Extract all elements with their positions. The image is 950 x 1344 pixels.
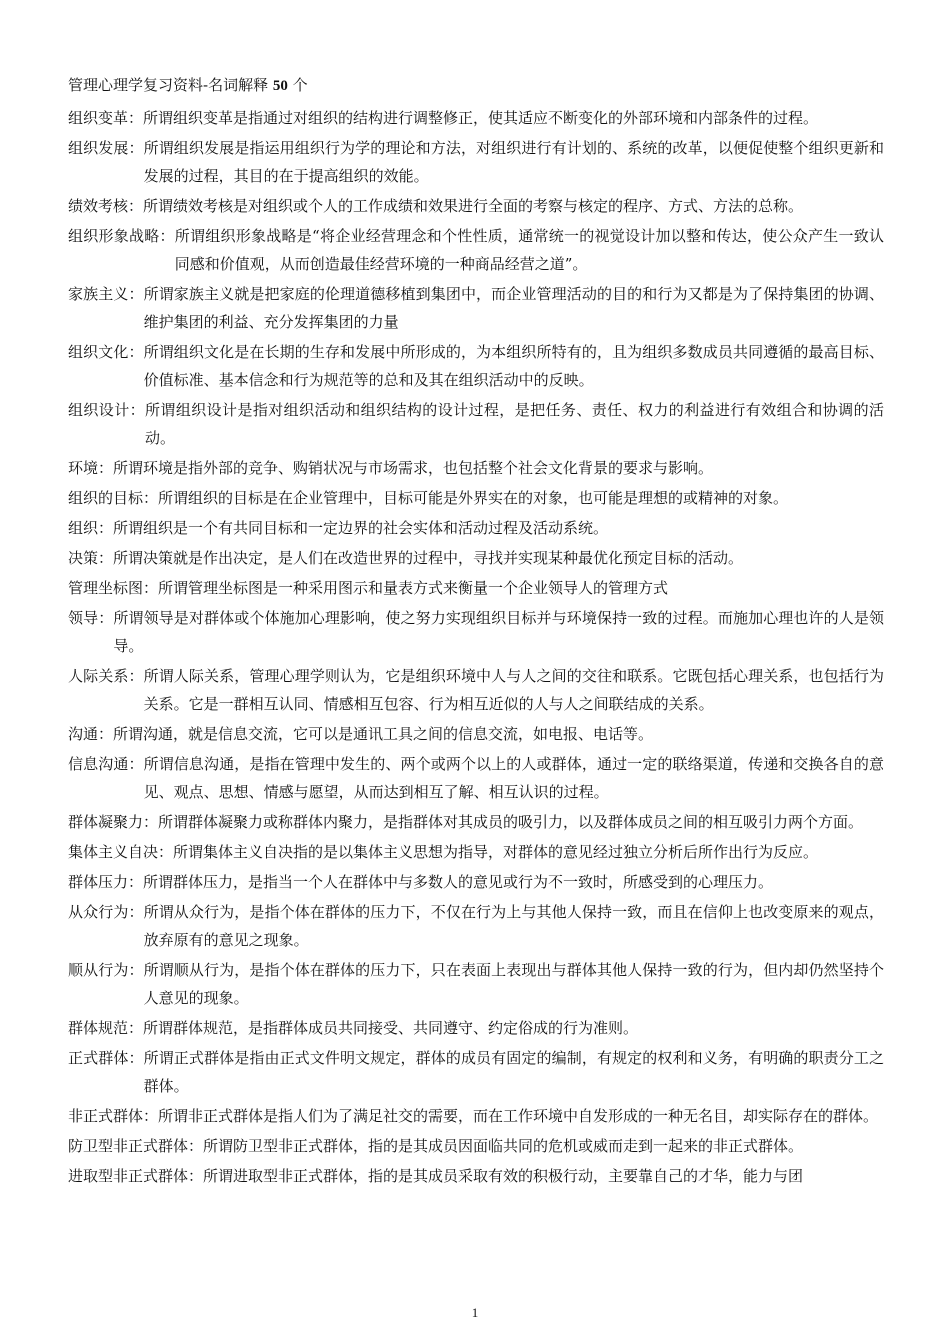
glossary-entry <box>68 104 884 132</box>
glossary-term: 进取型非正式群体： <box>68 1167 204 1185</box>
glossary-term: 人际关系： <box>68 667 144 685</box>
glossary-definition: 所谓领导是对群体或个体施加心理影响，使之努力实现组织目标并与环境保持一致的过程。而施加心理也许的人是领导。 <box>113 609 884 655</box>
glossary-entry <box>68 868 884 896</box>
glossary-term: 家族主义： <box>68 285 144 303</box>
glossary-term: 顺从行为： <box>68 961 144 979</box>
glossary-definition: 所谓绩效考核是对组织或个人的工作成绩和效果进行全面的考察与核定的程序、方式、方法的总称。 <box>143 197 804 215</box>
glossary-entry <box>68 720 884 748</box>
glossary-definition: 所谓正式群体是指由正式文件明文规定，群体的成员有固定的编制，有规定的权利和义务，有明确的职责分工之群体。 <box>143 1049 884 1095</box>
glossary-entry <box>68 574 884 602</box>
glossary-term: 从众行为： <box>68 903 144 921</box>
glossary-list <box>68 104 884 1192</box>
glossary-entry <box>68 662 884 718</box>
glossary-term: 组织变革： <box>68 109 144 127</box>
glossary-entry <box>68 1162 884 1190</box>
glossary-entry <box>68 1014 884 1042</box>
glossary-definition: 所谓决策就是作出决定，是人们在改造世界的过程中，寻找并实现某种最优化预定目标的活动。 <box>113 549 744 567</box>
glossary-entry <box>68 1132 884 1160</box>
glossary-term: 组织设计： <box>68 401 146 419</box>
glossary-entry <box>68 838 884 866</box>
title-suffix: 个 <box>292 76 308 94</box>
title-count: 50 <box>272 78 288 94</box>
glossary-definition: 所谓非正式群体是指人们为了满足社交的需要，而在工作环境中自发形成的一种无名目，却实际存在的群体。 <box>158 1107 879 1125</box>
glossary-entry <box>68 808 884 836</box>
title-text: 管理心理学复习资料-名词解释 <box>68 76 269 94</box>
glossary-definition: 所谓群体压力，是指当一个人在群体中与多数人的意见或行为不一致时，所感受到的心理压力。 <box>143 873 774 891</box>
glossary-definition: 所谓信息沟通，是指在管理中发生的、两个或两个以上的人或群体，通过一定的联络渠道，传递和交换各自的意见、观点、思想、情感与愿望，从而达到相互了解、相互认识的过程。 <box>143 755 884 801</box>
glossary-entry <box>68 396 884 452</box>
glossary-definition: 所谓管理坐标图是一种采用图示和量表方式来衡量一个企业领导人的管理方式 <box>158 579 669 597</box>
glossary-entry <box>68 750 884 806</box>
glossary-entry <box>68 280 884 336</box>
glossary-term: 绩效考核： <box>68 197 144 215</box>
glossary-definition: 所谓从众行为，是指个体在群体的压力下，不仅在行为上与其他人保持一致，而且在信仰上也改变原来的观点，放弃原有的意见之现象。 <box>143 903 884 949</box>
glossary-definition: 所谓组织形象战略是“将企业经营理念和个性性质，通常统一的视觉设计加以整和传达，使公众产生一致认同感和价值观，从而创造最佳经营环境的一种商品经营之道”。 <box>174 227 884 273</box>
glossary-definition: 所谓群体规范，是指群体成员共同接受、共同遵守、约定俗成的行为准则。 <box>143 1019 639 1037</box>
glossary-term: 领导： <box>68 609 114 627</box>
glossary-entry <box>68 898 884 954</box>
glossary-entry <box>68 454 884 482</box>
glossary-term: 组织形象战略： <box>68 227 175 245</box>
glossary-entry <box>68 514 884 542</box>
glossary-entry <box>68 338 884 394</box>
glossary-definition: 所谓组织设计是指对组织活动和组织结构的设计过程，是把任务、责任、权力的利益进行有效组合和协调的活动。 <box>145 401 884 447</box>
glossary-term: 决策： <box>68 549 114 567</box>
glossary-term: 信息沟通： <box>68 755 144 773</box>
glossary-term: 群体规范： <box>68 1019 144 1037</box>
glossary-definition: 所谓家族主义就是把家庭的伦理道德移植到集团中，而企业管理活动的目的和行为又都是为了保持集团的协调、维护集团的利益、充分发挥集团的力量 <box>143 285 884 331</box>
glossary-definition: 所谓人际关系，管理心理学则认为，它是组织环境中人与人之间的交往和联系。它既包括心理关系，也包括行为关系。它是一群相互认同、情感相互包容、行为相互近似的人与人之间联结成的关系。 <box>143 667 884 713</box>
glossary-definition: 所谓群体凝聚力或称群体内聚力，是指群体对其成员的吸引力，以及群体成员之间的相互吸引力两个方面。 <box>158 813 864 831</box>
glossary-term: 非正式群体： <box>68 1107 159 1125</box>
glossary-definition: 所谓沟通，就是信息交流，它可以是通讯工具之间的信息交流，如电报、电话等。 <box>113 725 654 743</box>
glossary-definition: 所谓组织是一个有共同目标和一定边界的社会实体和活动过程及活动系统。 <box>113 519 609 537</box>
glossary-term: 沟通： <box>68 725 114 743</box>
glossary-entry <box>68 1102 884 1130</box>
glossary-term: 组织发展： <box>68 139 144 157</box>
glossary-definition: 所谓进取型非正式群体，指的是其成员采取有效的积极行动，主要靠自己的才华，能力与团 <box>203 1167 804 1185</box>
glossary-definition: 所谓环境是指外部的竞争、购销状况与市场需求，也包括整个社会文化背景的要求与影响。 <box>113 459 714 477</box>
page-number: 1 <box>471 1305 479 1320</box>
glossary-term: 防卫型非正式群体： <box>68 1137 204 1155</box>
document-title <box>68 74 308 97</box>
glossary-entry <box>68 484 884 512</box>
glossary-term: 管理坐标图： <box>68 579 159 597</box>
glossary-entry <box>68 604 884 660</box>
glossary-term: 群体凝聚力： <box>68 813 159 831</box>
glossary-definition: 所谓集体主义自决指的是以集体主义思想为指导，对群体的意见经过独立分析后所作出行为反应。 <box>173 843 819 861</box>
glossary-definition: 所谓组织发展是指运用组织行为学的理论和方法，对组织进行有计划的、系统的改革，以便促使整个组织更新和发展的过程，其目的在于提高组织的效能。 <box>143 139 884 185</box>
glossary-term: 环境： <box>68 459 114 477</box>
glossary-entry <box>68 192 884 220</box>
glossary-entry <box>68 956 884 1012</box>
glossary-term: 组织文化： <box>68 343 144 361</box>
glossary-definition: 所谓组织文化是在长期的生存和发展中所形成的，为本组织所特有的，且为组织多数成员共同遵循的最高目标、价值标准、基本信念和行为规范等的总和及其在组织活动中的反映。 <box>143 343 884 389</box>
glossary-term: 集体主义自决： <box>68 843 174 861</box>
glossary-definition: 所谓组织的目标是在企业管理中，目标可能是外界实在的对象，也可能是理想的或精神的对象。 <box>158 489 789 507</box>
glossary-entry <box>68 134 884 190</box>
glossary-term: 组织的目标： <box>68 489 159 507</box>
glossary-entry <box>68 544 884 572</box>
glossary-definition: 所谓组织变革是指通过对组织的结构进行调整修正，使其适应不断变化的外部环境和内部条件的过程。 <box>143 109 819 127</box>
glossary-entry <box>68 222 884 278</box>
glossary-term: 群体压力： <box>68 873 144 891</box>
glossary-entry <box>68 1044 884 1100</box>
glossary-term: 正式群体： <box>68 1049 144 1067</box>
glossary-term: 组织： <box>68 519 114 537</box>
glossary-definition: 所谓顺从行为，是指个体在群体的压力下，只在表面上表现出与群体其他人保持一致的行为，但内却仍然坚持个人意见的现象。 <box>143 961 884 1007</box>
glossary-definition: 所谓防卫型非正式群体，指的是其成员因面临共同的危机或威而走到一起来的非正式群体。 <box>203 1137 804 1155</box>
